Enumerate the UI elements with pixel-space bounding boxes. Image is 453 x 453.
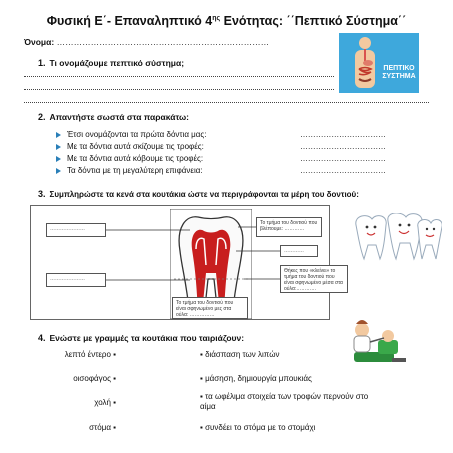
triangle-bullet-icon — [56, 132, 61, 138]
question-4: 4. Ενώστε με γραμμές τα κουτάκια που ταιριάζουν: — [38, 333, 245, 343]
answer-dots: …………………………… — [300, 130, 386, 139]
badge-label: ΠΕΠΤΙΚΟ ΣΥΣΤΗΜΑ — [382, 65, 416, 80]
answer-dots: …………………………… — [300, 154, 386, 163]
answer-dots: …………………………… — [300, 166, 386, 175]
match-left-item[interactable]: στόμα ▪ — [89, 423, 116, 432]
question-3: 3. Συμπληρώστε τα κενά στα κουτάκια ώστε να περιγράφονται τα μέρη του δοντιού: — [38, 189, 359, 199]
answer-line-2 — [24, 89, 334, 90]
smiling-teeth-icon — [352, 213, 442, 261]
match-right-item[interactable]: ▪ μάσηση, δημιουργία μπουκιάς — [200, 374, 312, 383]
match-right-item[interactable]: ▪ τα ωφέλιμα στοιχεία των τροφών περνούν στο αίμα — [200, 392, 369, 411]
name-label: Όνομα: — [24, 37, 55, 47]
dentist-icon — [348, 318, 408, 370]
list-item: Τα δόντια με τη μεγαλύτερη επιφάνεια: — [56, 166, 203, 175]
label-box-bottom-center[interactable]: Το τμήμα του δοντιού που είναι σφηνωμένο μες στα ούλα: …………… — [172, 297, 248, 319]
name-field — [24, 37, 269, 47]
triangle-bullet-icon — [56, 156, 61, 162]
answer-line-3 — [24, 102, 429, 103]
name-dots: ………………………………………………………………… — [56, 37, 270, 47]
match-left-item[interactable]: λεπτό έντερο ▪ — [64, 350, 116, 359]
answer-line-1 — [24, 76, 334, 77]
list-item: Με τα δόντια αυτά σκίζουμε τις τροφές: — [56, 142, 204, 151]
triangle-bullet-icon — [56, 168, 61, 174]
match-left-item[interactable]: οισοφάγος ▪ — [73, 374, 116, 383]
list-item: Με τα δόντια αυτά κόβουμε τις τροφές: — [56, 154, 203, 163]
question-2: 2. Απαντήστε σωστά στα παρακάτω: — [38, 112, 190, 122]
question-1: 1. Τι ονομάζουμε πεπτικό σύστημα; — [38, 58, 185, 68]
label-box-right-top[interactable]: Το τμήμα του δοντιού που βλέπουμε: ………… — [256, 217, 322, 237]
label-box-left-bottom[interactable]: ………………… — [46, 273, 106, 287]
triangle-bullet-icon — [56, 144, 61, 150]
match-right-item[interactable]: ▪ συνδέει το στόμα με το στομάχι — [200, 423, 316, 432]
digestive-system-icon — [349, 35, 381, 91]
answer-dots: …………………………… — [300, 142, 386, 151]
worksheet-title: Φυσική Ε΄- Επαναληπτικό $4^{\eta\varsigma}$ Ενότητας: ΄΄Πεπτικό Σύστημα΄΄ — [46, 14, 407, 28]
tooth-diagram — [0, 205, 453, 325]
match-left-item[interactable]: χολή ▪ — [94, 398, 116, 407]
label-box-left-top[interactable]: ………………… — [46, 223, 106, 237]
digestive-system-badge — [339, 33, 419, 93]
label-box-right-mid[interactable]: ………… — [280, 245, 318, 257]
list-item: Έτσι ονομάζονται τα πρώτα δόντια μας: — [56, 130, 207, 139]
label-box-right-bottom[interactable]: Θήκες που «κλείνει» το τμήμα του δοντιού που είναι σφηνωμένο μέσα στα ούλα:………… — [280, 265, 348, 293]
match-right-item[interactable]: ▪ διάσπαση των λιπών — [200, 350, 280, 359]
